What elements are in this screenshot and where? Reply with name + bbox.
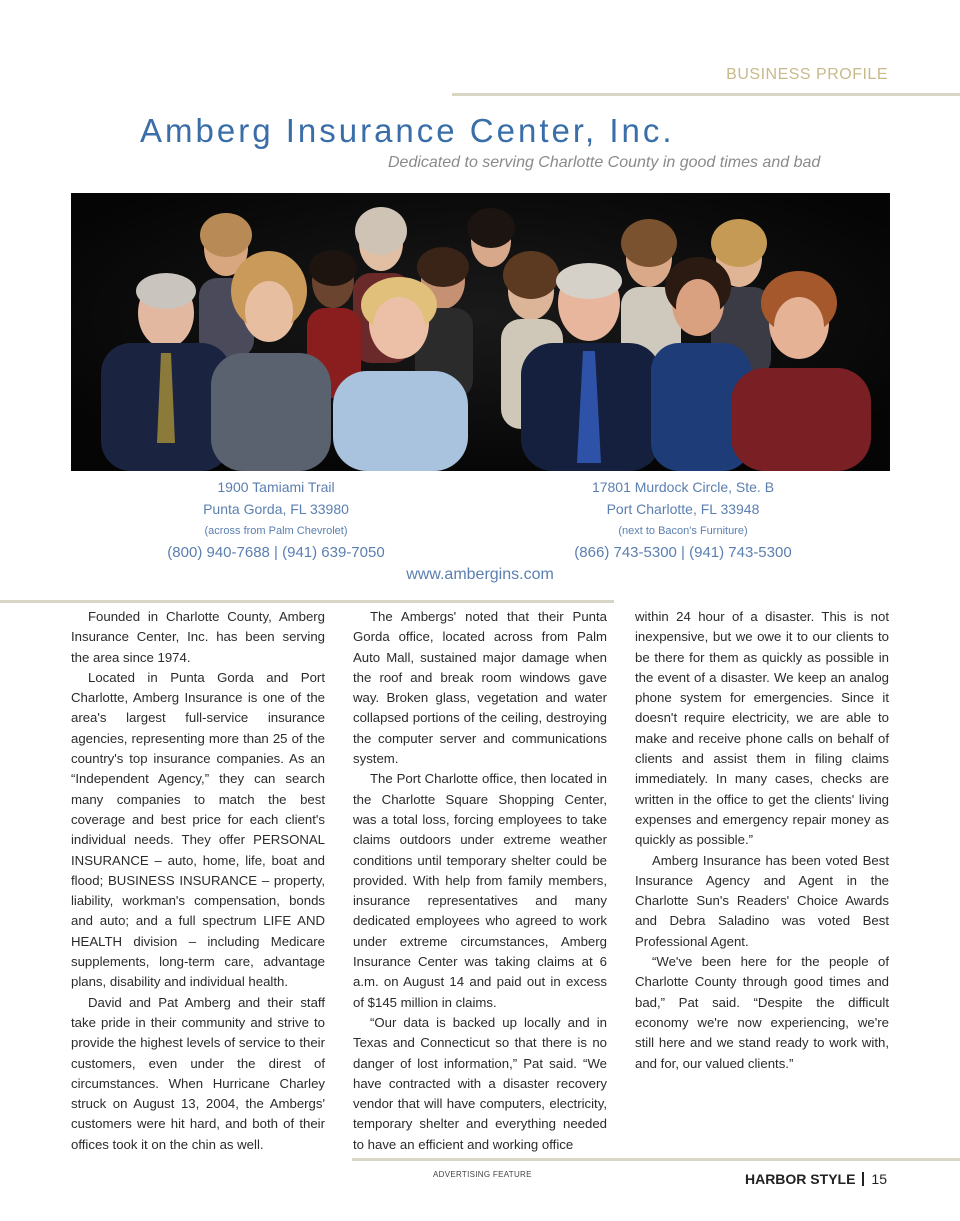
page-subtitle: Dedicated to serving Charlotte County in good times and bad xyxy=(388,154,821,171)
office-street: 1900 Tamiami Trail xyxy=(217,479,335,495)
article-paragraph: Located in Punta Gorda and Port Charlotte, Amberg Insurance is one of the area's largest full-service insurance agencies, representing more than 25 of the country's top insurance companies. As an “Independent Agency,” they can search many companies to match the best coverage and best price for each client's individual needs. They offer PERSONAL INSURANCE – auto, home, life, boat and flood; BUSINESS INSURANCE – property, liability, workman's compensation, bonds and auto; and a full spectrum LIFE AND HEALTH division – including Medicare supplements, long-term care, advantage plans, disability and individual health. xyxy=(71,669,325,990)
article-column-3 xyxy=(635,607,889,1074)
article-paragraph: Amberg Insurance has been voted Best Insurance Agency and Agent in the Charlotte Sun's Readers' Choice Awards and Debra Saladino was voted Best Professional Agent. xyxy=(635,852,889,949)
article-paragraph: “Our data is backed up locally and in Texas and Connecticut so that there is no danger of lost information,” Pat said. “We have contracted with a disaster recovery vendor that will have computers, electricity, temporary shelter and everything needed to have an efficient and working office xyxy=(353,1014,607,1152)
page-title: Amberg Insurance Center, Inc. xyxy=(140,112,675,149)
website-link[interactable]: www.ambergins.com xyxy=(406,566,554,583)
top-rule xyxy=(452,93,960,96)
article-paragraph: The Ambergs' noted that their Punta Gorda office, located across from Palm Auto Mall, sustained major damage when the roof and break room windows gave way. Broken glass, vegetation and water collapsed portions of the ceiling, destroying the computer server and communications system. xyxy=(353,609,607,767)
article-paragraph: The Port Charlotte office, then located in the Charlotte Square Shopping Center, was a total loss, forcing employees to take claims outdoors under extreme weather conditions until temporary shelter could be provided. With help from family members, insurance representatives and many dedicated employees who agreed to work under extreme circumstances, Amberg Insurance Center was taking claims at 6 a.m. on August 14 and paid out in excess of $145 million in claims. xyxy=(353,771,607,1010)
magazine-name: HARBOR STYLE xyxy=(744,1171,856,1187)
office-city: Port Charlotte, FL 33948 xyxy=(606,501,760,517)
office-note: (next to Bacon's Furniture) xyxy=(618,525,748,537)
page-number: 15 xyxy=(871,1171,887,1187)
article-paragraph: David and Pat Amberg and their staff take pride in their community and strive to provide the highest levels of service to their customers, even under the direst of circumstances. When Hurricane Charley struck on August 13, 2004, the Ambergs' customers were hit hard, and both of their offices took it on the chin as well. xyxy=(71,994,325,1152)
article-paragraph: Founded in Charlotte County, Amberg Insurance Center, Inc. has been serving the area since 1974. xyxy=(71,609,325,665)
folio-separator xyxy=(862,1172,864,1186)
office-city: Punta Gorda, FL 33980 xyxy=(203,501,349,517)
article-column-2 xyxy=(353,607,607,1155)
bottom-rule xyxy=(352,1158,960,1161)
middle-rule xyxy=(0,600,614,603)
article-column-1 xyxy=(71,607,325,1155)
advertising-feature-label: ADVERTISING FEATURE xyxy=(433,1170,532,1179)
article-paragraph: “We've been here for the people of Charlotte County through good times and bad,” Pat said. “Despite the difficult economy we're now experiencing, we're still here and we stand ready to work with, and for, our valued clients.” xyxy=(635,954,889,1071)
staff-group-photo xyxy=(71,193,890,471)
office-note: (across from Palm Chevrolet) xyxy=(204,525,348,537)
office-phones: (800) 940-7688 | (941) 639-7050 xyxy=(167,544,385,561)
article-paragraph: within 24 hour of a disaster. This is not inexpensive, but we owe it to our clients to be there for them as quickly as possible in the event of a disaster. We keep an analog phone system for emergencies. Since it doesn't require electricity, we are able to make and receive phone calls on behalf of clients and assist them in filing claims immediately. In many cases, checks are written in the office to get the clients' living expenses and emergency repair money as quickly as possible.” xyxy=(635,609,889,848)
section-label: BUSINESS PROFILE xyxy=(726,66,888,83)
group-photo-illustration xyxy=(71,193,890,471)
office-street: 17801 Murdock Circle, Ste. B xyxy=(591,479,775,495)
office-port-charlotte xyxy=(513,476,853,564)
office-punta-gorda xyxy=(106,476,446,564)
page-folio xyxy=(745,1171,887,1187)
office-phones: (866) 743-5300 | (941) 743-5300 xyxy=(574,544,792,561)
